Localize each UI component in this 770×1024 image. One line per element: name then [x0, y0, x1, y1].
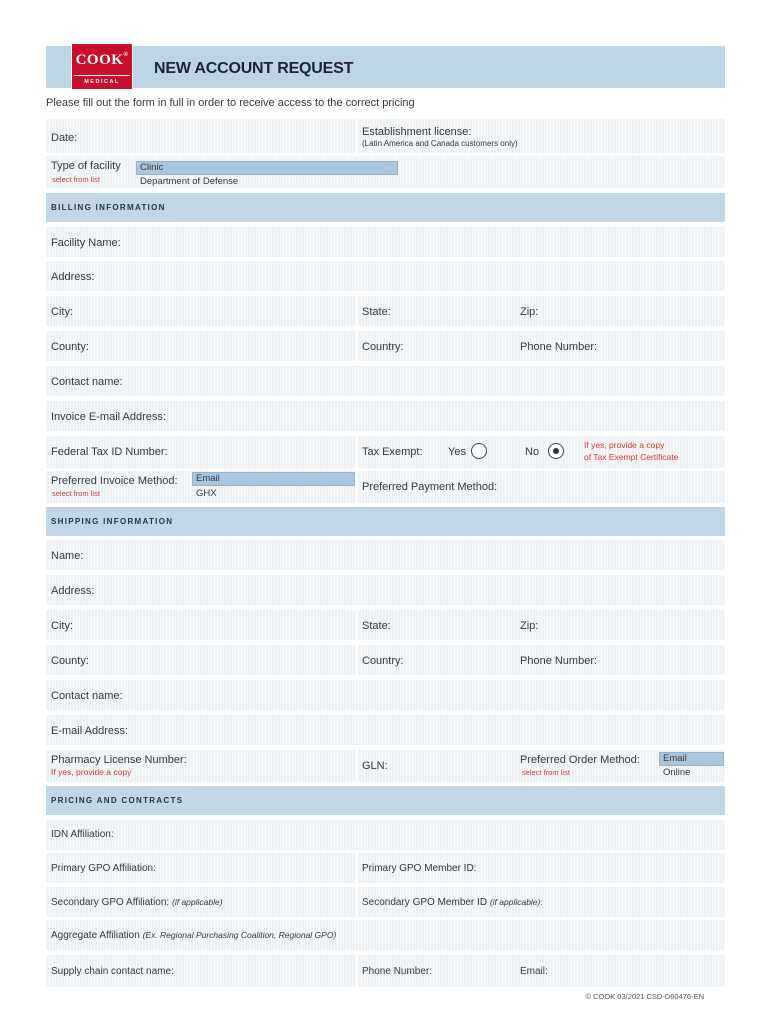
facility-name-label: Facility Name:: [51, 237, 121, 249]
invoice-email-label: Invoice E-mail Address:: [51, 411, 166, 423]
billing-phone-label: Phone Number:: [520, 341, 598, 353]
pharmacy-license-label: Pharmacy License Number:: [51, 754, 187, 766]
page-title: NEW ACCOUNT REQUEST: [154, 60, 354, 77]
facility-type-label: Type of facility: [51, 160, 121, 172]
secondary-gpo-note: (if applicable): [172, 897, 223, 907]
billing-section-header: BILLING INFORMATION: [46, 193, 725, 222]
pharmacy-license-note: If yes, provide a copy: [51, 767, 132, 777]
logo-wordmark: COOK: [75, 52, 124, 68]
order-method-hint: select from list: [522, 768, 570, 777]
shipping-state-label: State:: [362, 620, 391, 632]
shipping-address-label: Address:: [51, 585, 95, 597]
gln-label: GLN:: [362, 760, 388, 772]
facility-type-select[interactable]: [136, 161, 398, 175]
shipping-section-header: SHIPPING INFORMATION: [46, 507, 725, 536]
shipping-phone-label: Phone Number:: [520, 655, 598, 667]
invoice-method-label: Preferred Invoice Method:: [51, 475, 178, 487]
tax-exempt-no-radio[interactable]: [548, 443, 564, 459]
aggregate-affiliation-note: (Ex. Regional Purchasing Coalition, Regional GPO): [142, 930, 337, 940]
shipping-address-field[interactable]: [46, 575, 725, 605]
order-method-selected: Email: [663, 753, 687, 764]
invoice-method-hint: select from list: [52, 489, 100, 498]
shipping-city-label: City:: [51, 620, 73, 632]
secondary-gpo-id-label: Secondary GPO Member ID (if applicable):: [362, 897, 543, 908]
tax-exempt-yes-label: Yes: [448, 446, 466, 458]
supply-contact-label: Supply chain contact name:: [51, 966, 174, 977]
secondary-gpo-id-note: (if applicable):: [489, 897, 543, 907]
shipping-county-field[interactable]: [46, 645, 355, 675]
idn-affiliation-label: IDN Affiliation:: [51, 829, 114, 840]
shipping-state-field[interactable]: [358, 610, 725, 640]
shipping-contact-label: Contact name:: [51, 690, 123, 702]
idn-affiliation-field[interactable]: [46, 820, 725, 850]
order-method-option[interactable]: Online: [663, 767, 691, 778]
establishment-license-note: (Latin America and Canada customers only): [362, 139, 518, 148]
supply-phone-label: Phone Number:: [362, 966, 433, 977]
billing-zip-label: Zip:: [520, 306, 539, 318]
billing-address-field[interactable]: [46, 261, 725, 291]
invoice-method-option[interactable]: GHX: [196, 488, 217, 499]
footer-copyright: © COOK 03/2021 CSD-D60476-EN: [585, 992, 704, 1001]
date-label: Date:: [51, 132, 78, 144]
billing-county-label: County:: [51, 341, 89, 353]
shipping-email-label: E-mail Address:: [51, 725, 129, 737]
order-method-label: Preferred Order Method:: [520, 754, 640, 766]
shipping-name-field[interactable]: [46, 540, 725, 570]
shipping-county-label: County:: [51, 655, 89, 667]
payment-method-label: Preferred Payment Method:: [362, 481, 498, 493]
tax-id-label: Federal Tax ID Number:: [51, 446, 168, 458]
billing-city-label: City:: [51, 306, 73, 318]
tax-exempt-yes-radio[interactable]: [471, 443, 487, 459]
secondary-gpo-label: Secondary GPO Affiliation: (if applicable): [51, 897, 223, 908]
tax-exempt-no-label: No: [525, 446, 540, 458]
tax-exempt-label: Tax Exempt:: [362, 446, 423, 458]
shipping-name-label: Name:: [51, 550, 84, 562]
facility-name-field[interactable]: [46, 227, 725, 257]
shipping-email-field[interactable]: [46, 715, 725, 745]
aggregate-affiliation-label: Aggregate Affiliation (Ex. Regional Purchasing Coalition, Regional GPO): [51, 930, 337, 941]
invoice-method-selected: Email: [196, 473, 220, 484]
shipping-zip-label: Zip:: [520, 620, 539, 632]
facility-type-hint: select from list: [52, 175, 100, 184]
supply-email-label: Email:: [520, 966, 548, 977]
billing-address-label: Address:: [51, 271, 95, 283]
primary-gpo-id-label: Primary GPO Member ID:: [362, 863, 477, 874]
billing-country-label: Country:: [362, 341, 404, 353]
shipping-city-field[interactable]: [46, 610, 355, 640]
establishment-license-label: Establishment license:: [362, 126, 472, 138]
billing-contact-label: Contact name:: [51, 376, 123, 388]
shipping-contact-field[interactable]: [46, 680, 725, 710]
billing-county-field[interactable]: [46, 331, 355, 361]
billing-state-label: State:: [362, 306, 391, 318]
facility-type-option[interactable]: Department of Defense: [140, 176, 239, 187]
cook-medical-logo: COOK® MEDICAL: [71, 43, 133, 90]
logo-subtitle: MEDICAL: [74, 75, 130, 85]
pricing-section-header: PRICING AND CONTRACTS: [46, 786, 725, 815]
shipping-country-label: Country:: [362, 655, 404, 667]
intro-text: Please fill out the form in full in order to receive access to the correct pricing: [46, 97, 415, 109]
facility-type-selected: Clinic: [140, 162, 164, 173]
tax-exempt-note-line1: If yes, provide a copy: [584, 440, 665, 450]
header-bar: [46, 46, 725, 88]
primary-gpo-label: Primary GPO Affiliation:: [51, 863, 156, 874]
billing-city-field[interactable]: [46, 296, 355, 326]
billing-contact-field[interactable]: [46, 366, 725, 396]
tax-exempt-note-line2: of Tax Exempt Certificate: [584, 452, 679, 462]
date-field[interactable]: [46, 119, 355, 153]
billing-state-field[interactable]: [358, 296, 725, 326]
